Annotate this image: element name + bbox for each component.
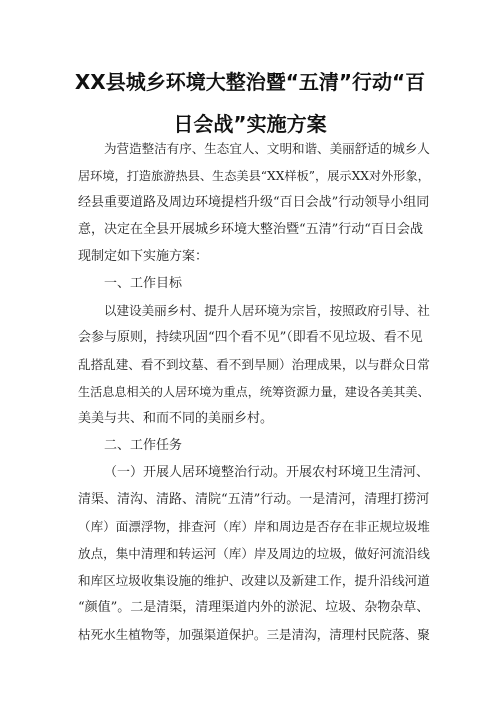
document-title-line-1: XX县城乡环境大整治暨“五清”行动“百 [74, 70, 426, 94]
paragraph-line: 清渠、清沟、清路、清院“五清”行动。一是清河，清理打捞河 [78, 492, 430, 507]
paragraph-line: 以建设美丽乡村、提升人居环境为宗旨，按照政府引导、社 [104, 303, 430, 318]
paragraph-line: （库）面漂浮物，排查河（库）岸和周边是否存在非正规垃圾堆 [78, 519, 430, 534]
document-title-line-2: 日会战”实施方案 [173, 112, 327, 136]
paragraph-line: （一）开展人居环境整治行动。开展农村环境卫生清河、 [104, 465, 430, 480]
section-heading: 一、工作目标 [104, 276, 183, 291]
paragraph-line: 居环境，打造旅游热县、生态美县“XX样板”，展示XX对外形象， [78, 169, 430, 183]
paragraph-line: 为营造整洁有序、生态宜人、文明和谐、美丽舒适的城乡人 [104, 141, 430, 156]
document-body [78, 139, 430, 679]
paragraph-line: 生活息息相关的人居环境为重点，统筹资源力量，建设各美其美、 [78, 385, 430, 399]
paragraph-line: 现制定如下实施方案： [78, 249, 209, 264]
section-heading: 二、工作任务 [104, 438, 183, 453]
paragraph-line: 枯死水生植物等，加强渠道保护。三是清沟，清理村民院落、聚 [78, 627, 430, 642]
paragraph-line: 放点，集中清理和转运河（库）岸及周边的垃圾，做好河流沿线 [78, 546, 430, 561]
paragraph-line: “颜值”。二是清渠，清理渠道内外的淤泥、垃圾、杂物杂草、 [78, 600, 430, 615]
paragraph-line: 乱搭乱建、看不到坟墓、看不到旱厕）治理成果，以与群众日常 [78, 357, 430, 372]
paragraph-line: 和库区垃圾收集设施的维护、改建以及新建工作，提升沿线河道 [78, 573, 430, 588]
paragraph-line: 经县重要道路及周边环境提档升级“百日会战”行动领导小组同 [78, 195, 430, 210]
paragraph-line: 会参与原则，持续巩固“四个看不见”（即看不见垃圾、看不见 [78, 330, 423, 345]
paragraph-line: 美美与共、和而不同的美丽乡村。 [78, 411, 274, 426]
paragraph-line: 意，决定在全县开展城乡环境大整治暨“五清”行动“百日会战 [78, 222, 423, 237]
